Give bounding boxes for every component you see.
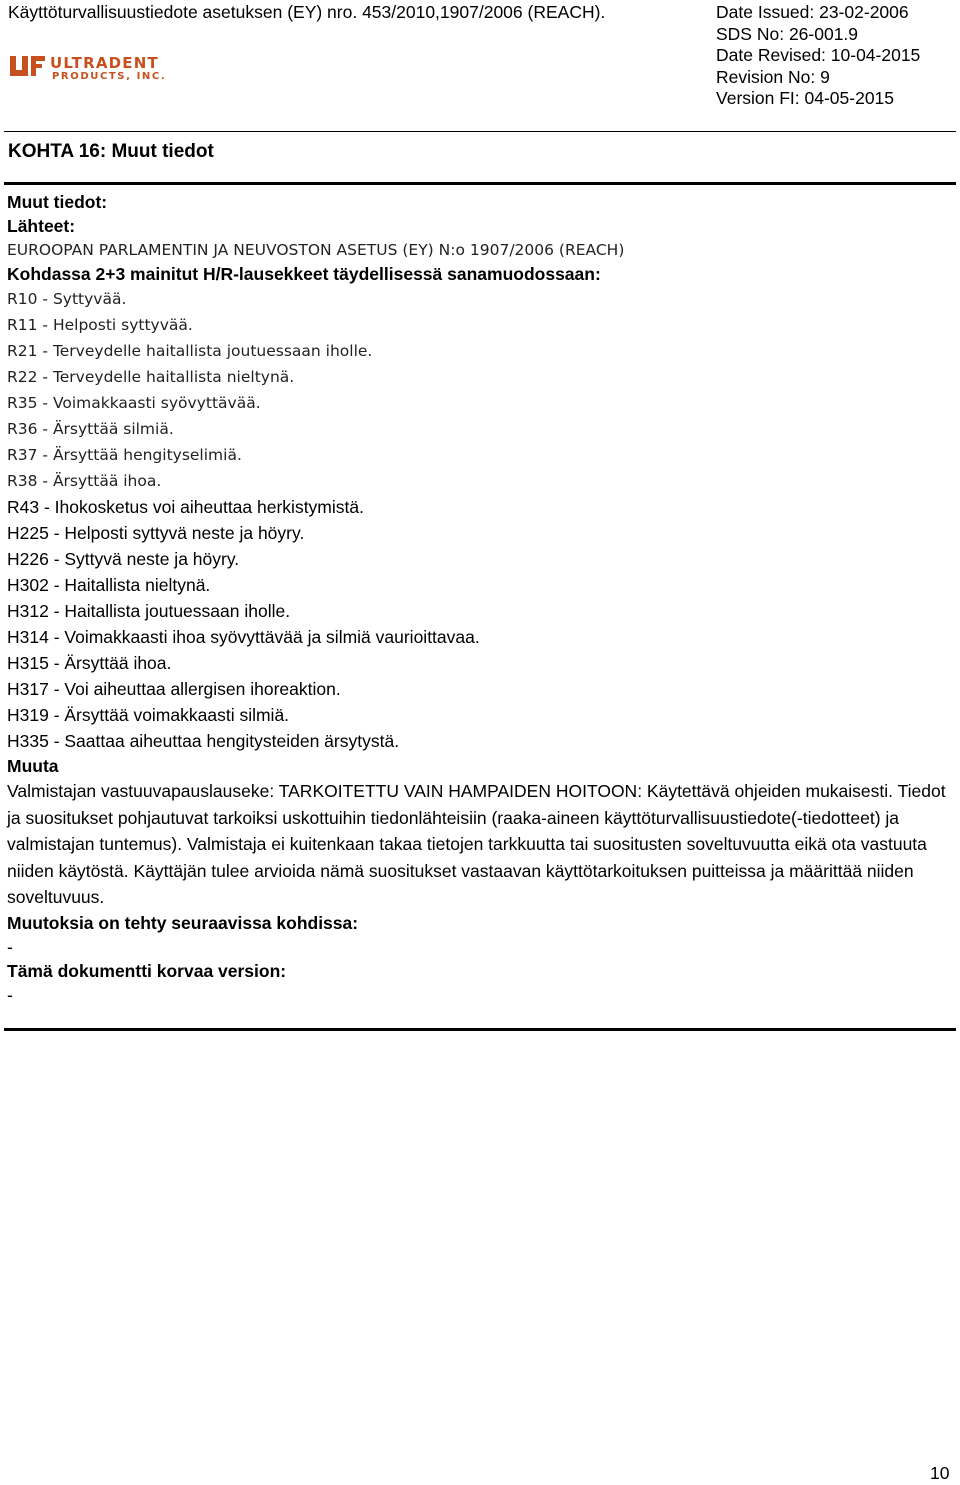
- page-number: 10: [930, 1463, 950, 1483]
- footer-divider: [4, 1028, 956, 1031]
- list-item: H319 - Ärsyttää voimakkaasti silmiä.: [7, 705, 290, 725]
- version: Version FI: 04-05-2015: [716, 88, 895, 108]
- svg-text:PRODUCTS, INC.: PRODUCTS, INC.: [52, 71, 167, 80]
- other-info-label: Muut tiedot:: [7, 192, 108, 212]
- changes-value: -: [7, 936, 13, 957]
- document-meta: [716, 2, 920, 110]
- list-item: H317 - Voi aiheuttaa allergisen ihoreaktion.: [7, 679, 341, 699]
- document-title: Käyttöturvallisuustiedote asetuksen (EY) nro. 453/2010,1907/2006 (REACH).: [8, 2, 606, 22]
- date-revised: Date Revised: 10-04-2015: [716, 45, 921, 65]
- changes-label: Muutoksia on tehty seuraavissa kohdissa:: [7, 912, 359, 933]
- svg-text:ULTRADENT: ULTRADENT: [50, 54, 159, 72]
- r-phrase-list: [7, 286, 952, 494]
- section-divider: [4, 182, 956, 185]
- list-item: H302 - Haitallista nieltynä.: [7, 575, 211, 595]
- section-title: KOHTA 16: Muut tiedot: [8, 141, 214, 162]
- list-item: R38 - Ärsyttää ihoa.: [7, 472, 162, 490]
- list-item: H226 - Syttyvä neste ja höyry.: [7, 549, 240, 569]
- list-item: H315 - Ärsyttää ihoa.: [7, 653, 172, 673]
- ultradent-logo: [10, 52, 205, 80]
- list-item: R10 - Syttyvää.: [7, 290, 127, 308]
- list-item: R35 - Voimakkaasti syövyttävää.: [7, 394, 261, 412]
- list-item: R11 - Helposti syttyvää.: [7, 316, 193, 334]
- list-item: R37 - Ärsyttää hengityselimiä.: [7, 446, 242, 464]
- list-item: H314 - Voimakkaasti ihoa syövyttävää ja silmiä vaurioittavaa.: [7, 627, 480, 647]
- disclaimer-paragraph: Valmistajan vastuuvapauslauseke: TARKOITETTU VAIN HAMPAIDEN HOITOON: Käytettävä ohjeiden mukaisesti. Tiedot ja suositukset pohjautuvat tarkoiksi uskottuihin tiedonlähteisiin (raaka-aineen käyttöturvallisuustiedote(-tiedotteet) ja valmistajan tuntemus). Valmistaja ei kuitenkaan takaa tietojen tarkkuutta tai suositusten soveltuvuutta eikä ota vastuuta niiden käytöstä. Käyttäjän tulee arvioida nämä suositukset vastaavan käyttötarkoituksen puitteissa ja määrittää niiden soveltuvuus.: [7, 781, 946, 907]
- list-item: R43 - Ihokosketus voi aiheuttaa herkistymistä.: [7, 497, 364, 517]
- phrases-heading: Kohdassa 2+3 mainitut H/R-lausekkeet täydellisessä sanamuodossaan:: [7, 264, 601, 284]
- revision-number: Revision No: 9: [716, 66, 830, 87]
- other-label: Muuta: [7, 756, 59, 776]
- replaces-value: -: [7, 984, 13, 1005]
- replaces-label: Tämä dokumentti korvaa version:: [7, 960, 287, 981]
- list-item: R21 - Terveydelle haitallista joutuessaan iholle.: [7, 342, 373, 360]
- sources-label: Lähteet:: [7, 216, 76, 236]
- list-item: R36 - Ärsyttää silmiä.: [7, 420, 174, 438]
- list-item: H312 - Haitallista joutuessaan iholle.: [7, 601, 291, 621]
- sources-text: EUROOPAN PARLAMENTIN JA NEUVOSTON ASETUS (EY) N:o 1907/2006 (REACH): [7, 241, 625, 259]
- list-item: H335 - Saattaa aiheuttaa hengitysteiden ärsytystä.: [7, 731, 400, 751]
- header-divider: [4, 131, 956, 132]
- h-phrase-list: [7, 494, 952, 754]
- sds-number: SDS No: 26-001.9: [716, 23, 859, 44]
- list-item: H225 - Helposti syttyvä neste ja höyry.: [7, 523, 305, 543]
- section-content: [7, 190, 952, 1007]
- list-item: R22 - Terveydelle haitallista nieltynä.: [7, 368, 295, 386]
- date-issued: Date Issued: 23-02-2006: [716, 2, 909, 22]
